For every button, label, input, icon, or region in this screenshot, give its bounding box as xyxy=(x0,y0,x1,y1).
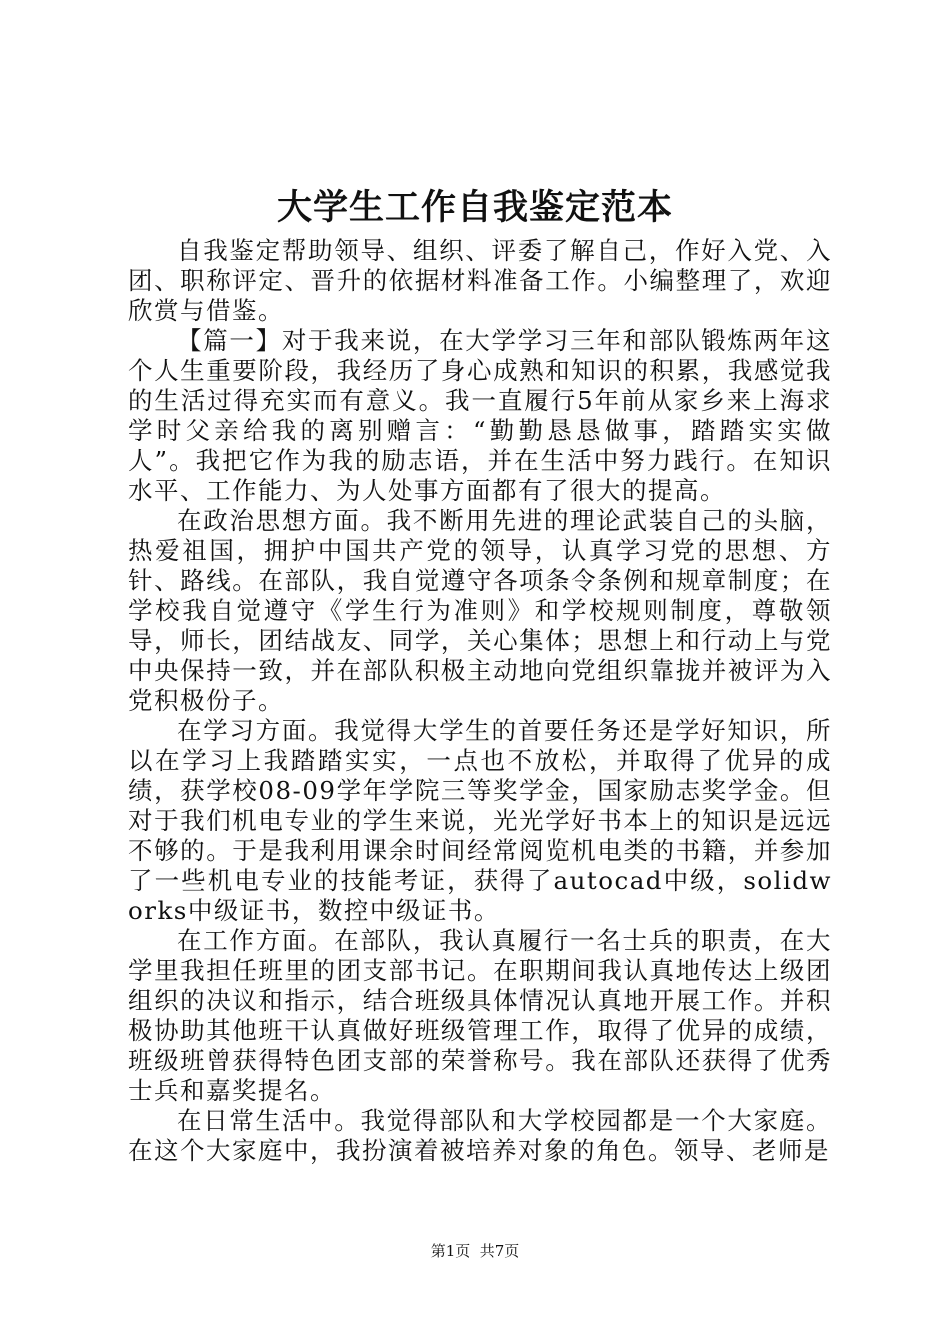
paragraph-part-one: 【篇一】对于我来说，在大学学习三年和部队锻炼两年这个人生重要阶段，我经历了身心成熟和知识的积累，我感觉我的生活过得充实而有意义。我一直履行5年前从家乡来上海求学时父亲给我的离别赠言：“勤勤恳恳做事，踏踏实实做人”。我把它作为我的励志语，并在生活中努力践行。在知识水平、工作能力、为人处事方面都有了很大的提高。 xyxy=(128,326,832,505)
paragraph-study: 在学习方面。我觉得大学生的首要任务还是学好知识，所以在学习上我踏踏实实，一点也不放松，并取得了优异的成绩，获学校08-09学年学院三等奖学金，国家励志奖学金。但对于我们机电专业的学生来说，光光学好书本上的知识是远远不够的。于是我利用课余时间经常阅览机电类的书籍，并参加了一些机电专业的技能考证，获得了autocad中级，solidworks中级证书，数控中级证书。 xyxy=(128,716,832,925)
page-title: 大学生工作自我鉴定范本 xyxy=(276,188,673,228)
page-footer xyxy=(0,1241,950,1261)
paragraph-daily-life: 在日常生活中。我觉得部队和大学校园都是一个大家庭。在这个大家庭中，我扮演着被培养对象的角色。领导、老师是 xyxy=(128,1106,832,1165)
paragraph-political: 在政治思想方面。我不断用先进的理论武装自己的头脑，热爱祖国，拥护中国共产党的领导，认真学习党的思想、方针、路线。在部队，我自觉遵守各项条令条例和规章制度；在学校我自觉遵守《学生行为准则》和学校规则制度，尊敬领导，师长，团结战友、同学，关心集体；思想上和行动上与党中央保持一致，并在部队积极主动地向党组织靠拢并被评为入党积极份子。 xyxy=(128,506,832,715)
document-body xyxy=(128,236,832,1166)
paragraph-intro: 自我鉴定帮助领导、组织、评委了解自己，作好入党、入团、职称评定、晋升的依据材料准备工作。小编整理了，欢迎欣赏与借鉴。 xyxy=(128,236,832,325)
page-number-label: 第1页 共7页 xyxy=(430,1242,520,1260)
paragraph-work: 在工作方面。在部队，我认真履行一名士兵的职责，在大学里我担任班里的团支部书记。在职期间我认真地传达上级团组织的决议和指示，结合班级具体情况认真地开展工作。并积极协助其他班干认真做好班级管理工作，取得了优异的成绩，班级班曾获得特色团支部的荣誉称号。我在部队还获得了优秀士兵和嘉奖提名。 xyxy=(128,926,832,1105)
